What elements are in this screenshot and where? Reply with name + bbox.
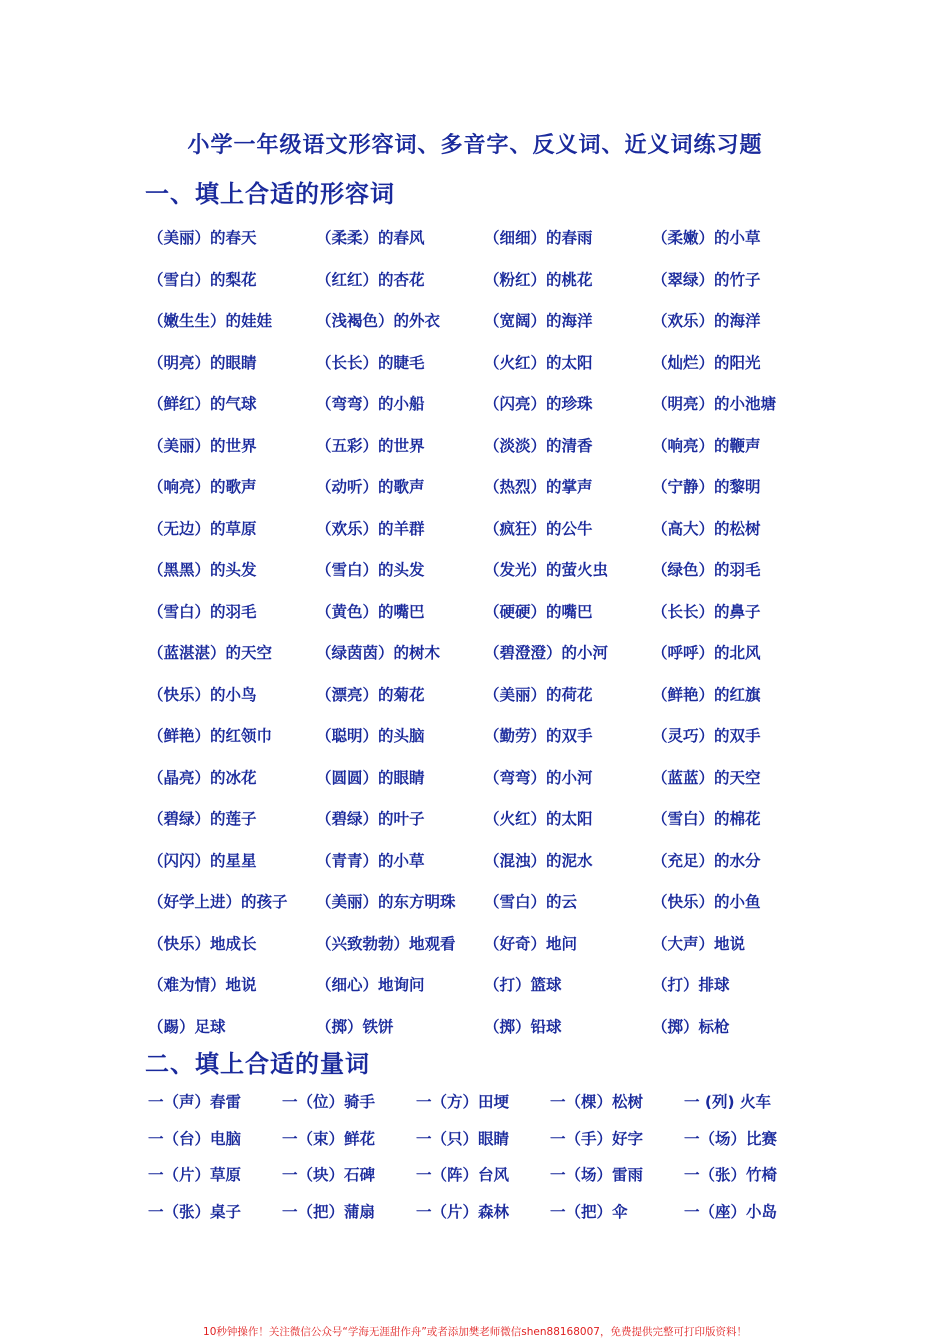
adjective-phrase: （快乐）的小鸟 <box>148 685 257 704</box>
adjective-phrase: （碧澄澄）的小河 <box>484 644 609 662</box>
adjective-phrase: （五彩）的世界 <box>316 436 425 455</box>
adjective-phrase: （动听）的歌声 <box>316 478 425 496</box>
adjective-phrase: （闪亮）的珍珠 <box>484 395 593 413</box>
adjective-phrase: （粉红）的桃花 <box>484 270 593 289</box>
adjective-phrase: （热烈）的掌声 <box>484 478 593 496</box>
adjective-phrase: （漂亮）的菊花 <box>316 685 425 704</box>
adjective-phrase: （雪白）的云 <box>484 893 578 911</box>
adjective-phrase: （无边）的草原 <box>148 519 257 538</box>
adjective-phrase: （快乐）地成长 <box>148 934 257 953</box>
page-title: 小学一年级语文形容词、多音字、反义词、近义词练习题 <box>187 133 763 158</box>
adjective-phrase: （长长）的鼻子 <box>652 602 761 621</box>
adjective-phrase: （火红）的太阳 <box>484 353 593 372</box>
adjective-phrase: （弯弯）的小船 <box>316 395 425 413</box>
adjective-phrase: （响亮）的歌声 <box>148 478 257 496</box>
measure-word-phrase: 一（方）田埂 <box>416 1093 510 1111</box>
adjective-phrase: （明亮）的小池塘 <box>652 395 777 413</box>
measure-word-phrase: 一（张）竹椅 <box>684 1166 778 1185</box>
adjective-phrase: （翠绿）的竹子 <box>652 270 761 289</box>
adjective-phrase: （鲜艳）的红领巾 <box>148 727 273 745</box>
adjective-phrase: （红红）的杏花 <box>316 270 425 289</box>
measure-word-phrase: 一（手）好字 <box>550 1129 644 1148</box>
adjective-phrase: （灵巧）的双手 <box>652 727 761 745</box>
measure-word-phrase: 一 (列) 火车 <box>684 1093 771 1111</box>
adjective-phrase: （美丽）的春天 <box>148 229 257 247</box>
section-heading-adjectives: 一、填上合适的形容词 <box>145 180 395 208</box>
adjective-phrase: （雪白）的棉花 <box>652 810 761 828</box>
adjective-phrase: （美丽）的荷花 <box>484 685 593 704</box>
adjective-phrase: （美丽）的东方明珠 <box>316 893 456 911</box>
adjective-phrase: （火红）的太阳 <box>484 810 593 828</box>
adjective-phrase: （打）排球 <box>652 976 730 994</box>
adjective-phrase: （打）篮球 <box>484 976 562 994</box>
measure-word-phrase: 一（台）电脑 <box>148 1129 242 1148</box>
adjective-phrase: （呼呼）的北风 <box>652 644 761 662</box>
adjective-phrase: （兴致勃勃）地观看 <box>316 934 456 953</box>
measure-word-phrase: 一（场）比赛 <box>684 1129 778 1148</box>
measure-word-phrase: 一（束）鲜花 <box>282 1129 376 1148</box>
adjective-phrase: （掷）标枪 <box>652 1017 730 1036</box>
footer-promo-text: 10秒钟操作！关注微信公众号“学海无涯甜作舟”或者添加樊老师微信shen88168007，免费提供完整可打印版资料！ <box>203 1326 747 1338</box>
section-heading-measure-words: 二、填上合适的量词 <box>145 1050 370 1078</box>
adjective-phrase: （黑黑）的头发 <box>148 561 257 579</box>
adjective-phrase: （绿色）的羽毛 <box>652 561 761 579</box>
adjective-phrase: （大声）地说 <box>652 934 746 953</box>
adjective-phrase: （宽阔）的海洋 <box>484 312 593 330</box>
adjective-phrase: （鲜艳）的红旗 <box>652 685 761 704</box>
adjective-phrase: （踢）足球 <box>148 1017 226 1036</box>
measure-word-phrase: 一（位）骑手 <box>282 1093 376 1111</box>
adjective-phrase: （碧绿）的叶子 <box>316 810 425 828</box>
measure-word-phrase: 一（块）石碑 <box>282 1166 376 1185</box>
adjective-phrase: （掷）铁饼 <box>316 1017 394 1036</box>
measure-word-phrase: 一（片）草原 <box>148 1166 242 1185</box>
adjective-phrase: （弯弯）的小河 <box>484 768 593 787</box>
adjective-phrase: （聪明）的头脑 <box>316 727 425 745</box>
adjective-phrase: （蓝蓝）的天空 <box>652 768 761 787</box>
adjective-phrase: （圆圆）的眼睛 <box>316 768 425 787</box>
adjective-phrase: （碧绿）的莲子 <box>148 810 257 828</box>
measure-word-phrase: 一（把）伞 <box>550 1203 628 1222</box>
adjective-phrase: （雪白）的头发 <box>316 561 425 579</box>
measure-word-phrase: 一（棵）松树 <box>550 1093 644 1111</box>
measure-word-phrase: 一（声）春雷 <box>148 1093 242 1111</box>
adjective-phrase: （难为情）地说 <box>148 976 257 994</box>
adjective-phrase: （蓝湛湛）的天空 <box>148 644 273 662</box>
measure-word-phrase: 一（场）雷雨 <box>550 1166 644 1185</box>
adjective-phrase: （嫩生生）的娃娃 <box>148 312 273 330</box>
adjective-phrase: （充足）的水分 <box>652 851 761 870</box>
adjective-phrase: （美丽）的世界 <box>148 436 257 455</box>
adjective-phrase: （柔嫩）的小草 <box>652 229 761 247</box>
adjective-phrase: （混浊）的泥水 <box>484 851 593 870</box>
adjective-phrase: （细细）的春雨 <box>484 229 593 247</box>
adjective-phrase: （黄色）的嘴巴 <box>316 602 425 621</box>
adjective-phrase: （勤劳）的双手 <box>484 727 593 745</box>
adjective-phrase: （柔柔）的春风 <box>316 229 425 247</box>
measure-word-exercise-grid <box>148 1090 818 1237</box>
adjective-phrase: （好奇）地问 <box>484 934 578 953</box>
adjective-phrase: （好学上进）的孩子 <box>148 893 288 911</box>
adjective-phrase: （淡淡）的清香 <box>484 436 593 455</box>
adjective-phrase: （硬硬）的嘴巴 <box>484 602 593 621</box>
adjective-phrase: （掷）铅球 <box>484 1017 562 1036</box>
measure-word-phrase: 一（座）小岛 <box>684 1203 778 1222</box>
adjective-phrase: （闪闪）的星星 <box>148 851 257 870</box>
measure-word-phrase: 一（把）蒲扇 <box>282 1203 376 1222</box>
adjective-phrase: （高大）的松树 <box>652 519 761 538</box>
measure-word-phrase: 一（张）桌子 <box>148 1203 242 1222</box>
adjective-phrase: （雪白）的梨花 <box>148 270 257 289</box>
adjective-phrase: （雪白）的羽毛 <box>148 602 257 621</box>
adjective-phrase: （青青）的小草 <box>316 851 425 870</box>
adjective-phrase: （欢乐）的羊群 <box>316 519 425 538</box>
adjective-phrase: （欢乐）的海洋 <box>652 312 761 330</box>
adjective-phrase: （响亮）的鞭声 <box>652 436 761 455</box>
adjective-phrase: （明亮）的眼睛 <box>148 353 257 372</box>
adjective-phrase: （细心）地询问 <box>316 976 425 994</box>
measure-word-phrase: 一（只）眼睛 <box>416 1129 510 1148</box>
adjective-phrase: （发光）的萤火虫 <box>484 561 609 579</box>
adjective-exercise-grid <box>148 226 820 1056</box>
adjective-phrase: （疯狂）的公牛 <box>484 519 593 538</box>
adjective-phrase: （绿茵茵）的树木 <box>316 644 441 662</box>
adjective-phrase: （灿烂）的阳光 <box>652 353 761 372</box>
adjective-phrase: （浅褐色）的外衣 <box>316 312 441 330</box>
measure-word-phrase: 一（片）森林 <box>416 1203 510 1222</box>
adjective-phrase: （快乐）的小鱼 <box>652 893 761 911</box>
adjective-phrase: （长长）的睫毛 <box>316 353 425 372</box>
adjective-phrase: （宁静）的黎明 <box>652 478 761 496</box>
adjective-phrase: （鲜红）的气球 <box>148 395 257 413</box>
adjective-phrase: （晶亮）的冰花 <box>148 768 257 787</box>
measure-word-phrase: 一（阵）台风 <box>416 1166 510 1185</box>
